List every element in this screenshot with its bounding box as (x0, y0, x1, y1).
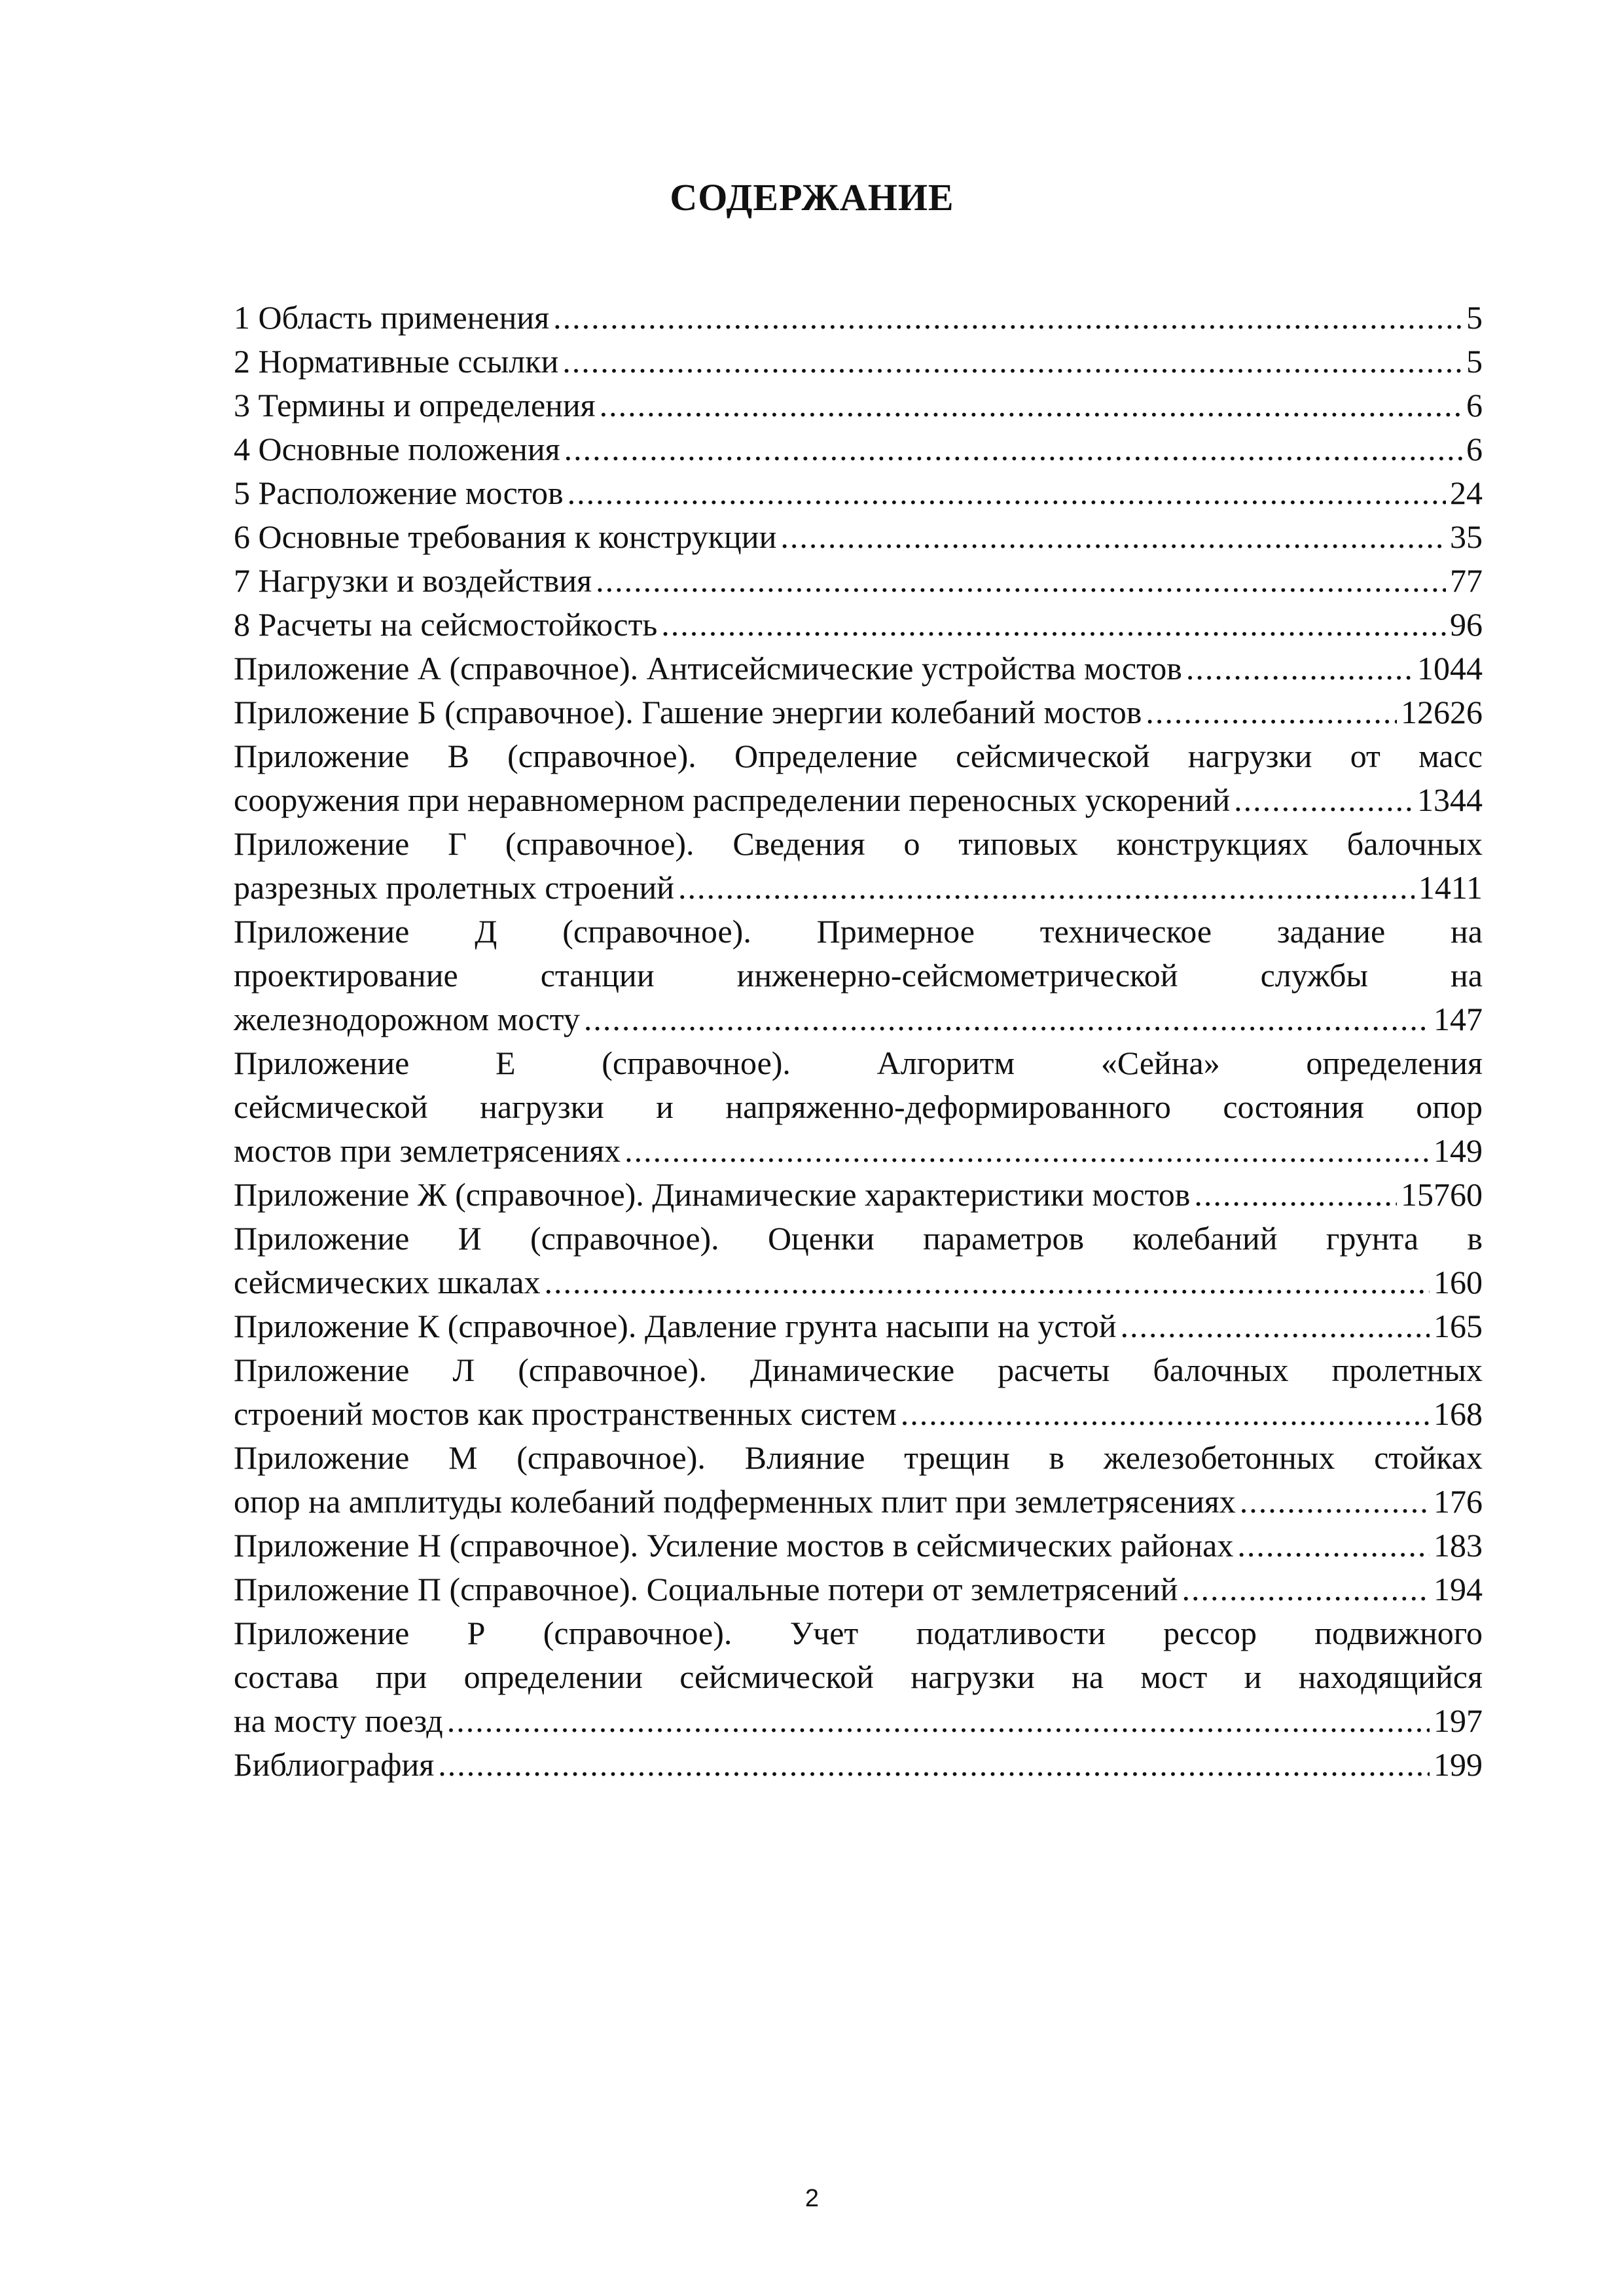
toc-entry-last-line (234, 647, 1483, 691)
toc-entry (234, 471, 1483, 515)
toc-entry (234, 1041, 1483, 1173)
toc-entry-last-line (234, 778, 1483, 822)
toc-entry-last-line (234, 1699, 1483, 1743)
toc-entry-line: Приложение И (справочное). Оценки параметров колебаний грунта в (234, 1220, 1483, 1257)
dot-leader (780, 515, 1446, 559)
toc-entry (234, 822, 1483, 910)
dot-leader (568, 471, 1446, 515)
toc-entry-line: Приложение Е (справочное). Алгоритм «Сейна» определения (234, 1045, 1483, 1081)
toc-entry (234, 559, 1483, 603)
toc-entry-last-line (234, 1392, 1483, 1436)
dot-leader (1186, 647, 1413, 691)
toc-entry-page: 1044 (1417, 650, 1483, 687)
toc-entry-last-line (234, 1743, 1483, 1787)
toc-entry-last-line (234, 340, 1483, 384)
toc-entry-last-line (234, 603, 1483, 647)
toc-entry (234, 340, 1483, 384)
toc-entry-title: Приложение А (справочное). Антисейсмические устройства мостов (234, 650, 1182, 687)
toc-entry-line: Приложение Р (справочное). Учет податливости рессор подвижного (234, 1615, 1483, 1651)
toc-entry (234, 603, 1483, 647)
toc-entry (234, 1436, 1483, 1524)
toc-entry-last-line (234, 1480, 1483, 1524)
toc-entry (234, 1217, 1483, 1304)
dot-leader (1234, 778, 1413, 822)
toc-entry-title: 2 Нормативные ссылки (234, 343, 559, 380)
dot-leader (447, 1699, 1430, 1743)
toc-entry-title: на мосту поезд (234, 1702, 443, 1739)
toc-entry-title: разрезных пролетных строений (234, 869, 675, 906)
toc-entry-last-line (234, 691, 1483, 734)
dot-leader (544, 1261, 1430, 1304)
toc-entry (234, 1304, 1483, 1348)
toc-entry-page: 197 (1434, 1702, 1483, 1739)
toc-entry-page: 147 (1434, 1001, 1483, 1037)
toc-entry-title: Библиография (234, 1746, 435, 1783)
table-of-contents (234, 296, 1483, 1787)
toc-entry-title: 6 Основные требования к конструкции (234, 518, 777, 555)
toc-entry-title: 5 Расположение мостов (234, 475, 564, 511)
toc-entry-last-line (234, 1129, 1483, 1173)
toc-entry (234, 1568, 1483, 1611)
toc-entry-last-line (234, 1568, 1483, 1611)
toc-entry-title: строений мостов как пространственных систем (234, 1395, 897, 1432)
toc-entry-line: Приложение Д (справочное). Примерное техническое задание на (234, 913, 1483, 950)
toc-entry-line: проектирование станции инженерно-сейсмометрической службы на (234, 957, 1483, 994)
toc-entry-line: Приложение М (справочное). Влияние трещин в железобетонных стойках (234, 1439, 1483, 1476)
toc-entry-last-line (234, 997, 1483, 1041)
dot-leader (562, 340, 1462, 384)
dot-leader (1240, 1480, 1430, 1524)
dot-leader (1146, 691, 1397, 734)
dot-leader (678, 866, 1415, 910)
toc-entry-page: 35 (1450, 518, 1483, 555)
toc-entry-page: 5 (1466, 299, 1483, 336)
toc-entry-title: Приложение К (справочное). Давление грунта насыпи на устой (234, 1308, 1117, 1344)
toc-entry-line: состава при определении сейсмической нагрузки на мост и находящийся (234, 1659, 1483, 1695)
toc-entry-page: 6 (1466, 387, 1483, 423)
toc-entry-title: сейсмических шкалах (234, 1264, 541, 1300)
toc-entry-line: Приложение Г (справочное). Сведения о типовых конструкциях балочных (234, 825, 1483, 862)
toc-entry-title: железнодорожном мосту (234, 1001, 580, 1037)
toc-entry-last-line (234, 866, 1483, 910)
toc-entry-last-line (234, 296, 1483, 340)
toc-entry-page: 15760 (1401, 1176, 1483, 1213)
toc-entry (234, 384, 1483, 427)
toc-entry-page: 1411 (1418, 869, 1483, 906)
toc-entry-page: 199 (1434, 1746, 1483, 1783)
toc-entry-page: 194 (1434, 1571, 1483, 1607)
toc-entry-page: 77 (1450, 562, 1483, 599)
dot-leader (661, 603, 1446, 647)
toc-entry-page: 176 (1434, 1483, 1483, 1520)
toc-entry-last-line (234, 1524, 1483, 1568)
dot-leader (553, 296, 1462, 340)
toc-entry (234, 734, 1483, 822)
toc-entry-page: 6 (1466, 431, 1483, 467)
toc-entry-line: Приложение Л (справочное). Динамические расчеты балочных пролетных (234, 1352, 1483, 1388)
dot-leader (1121, 1304, 1430, 1348)
dot-leader (596, 559, 1446, 603)
toc-entry-line: сейсмической нагрузки и напряженно-деформированного состояния опор (234, 1088, 1483, 1125)
toc-entry (234, 910, 1483, 1041)
dot-leader (564, 427, 1462, 471)
toc-entry-page: 12626 (1401, 694, 1483, 730)
toc-entry-page: 149 (1434, 1132, 1483, 1169)
page-number: 2 (804, 2185, 820, 2212)
toc-entry-last-line (234, 1173, 1483, 1217)
toc-entry-last-line (234, 515, 1483, 559)
toc-entry-last-line (234, 384, 1483, 427)
toc-entry (234, 1611, 1483, 1743)
dot-leader (600, 384, 1462, 427)
toc-entry-page: 168 (1434, 1395, 1483, 1432)
toc-entry-title: опор на амплитуды колебаний подферменных плит при землетрясениях (234, 1483, 1236, 1520)
toc-entry-title: сооружения при неравномерном распределении переносных ускорений (234, 781, 1231, 818)
toc-entry-title: Приложение П (справочное). Социальные потери от землетрясений (234, 1571, 1178, 1607)
toc-entry-page: 165 (1434, 1308, 1483, 1344)
toc-entry-page: 183 (1434, 1527, 1483, 1564)
toc-entry (234, 1173, 1483, 1217)
dot-leader (1237, 1524, 1430, 1568)
toc-entry-title: 8 Расчеты на сейсмостойкость (234, 606, 658, 643)
dot-leader (624, 1129, 1430, 1173)
toc-entry-title: Приложение Н (справочное). Усиление мостов в сейсмических районах (234, 1527, 1234, 1564)
toc-entry (234, 691, 1483, 734)
toc-entry-title: Приложение Б (справочное). Гашение энергии колебаний мостов (234, 694, 1142, 730)
page-title: СОДЕРЖАНИЕ (670, 176, 954, 219)
toc-entry-page: 96 (1450, 606, 1483, 643)
toc-entry (234, 515, 1483, 559)
toc-entry-last-line (234, 1261, 1483, 1304)
toc-entry (234, 647, 1483, 691)
toc-entry-page: 160 (1434, 1264, 1483, 1300)
dot-leader (584, 997, 1430, 1041)
dot-leader (901, 1392, 1430, 1436)
toc-entry (234, 1348, 1483, 1436)
toc-entry (234, 1743, 1483, 1787)
toc-entry-last-line (234, 427, 1483, 471)
toc-entry (234, 1524, 1483, 1568)
toc-entry (234, 296, 1483, 340)
dot-leader (1182, 1568, 1430, 1611)
toc-entry-page: 1344 (1417, 781, 1483, 818)
toc-entry-line: Приложение В (справочное). Определение сейсмической нагрузки от масс (234, 738, 1483, 774)
toc-entry-title: 3 Термины и определения (234, 387, 596, 423)
dot-leader (438, 1743, 1430, 1787)
toc-entry-last-line (234, 559, 1483, 603)
dot-leader (1194, 1173, 1397, 1217)
toc-entry-title: мостов при землетрясениях (234, 1132, 621, 1169)
toc-entry (234, 427, 1483, 471)
toc-entry-last-line (234, 1304, 1483, 1348)
toc-entry-page: 5 (1466, 343, 1483, 380)
toc-entry-page: 24 (1450, 475, 1483, 511)
toc-entry-title: 7 Нагрузки и воздействия (234, 562, 592, 599)
toc-entry-title: 4 Основные положения (234, 431, 560, 467)
toc-entry-title: Приложение Ж (справочное). Динамические характеристики мостов (234, 1176, 1191, 1213)
toc-entry-title: 1 Область применения (234, 299, 550, 336)
toc-entry-last-line (234, 471, 1483, 515)
